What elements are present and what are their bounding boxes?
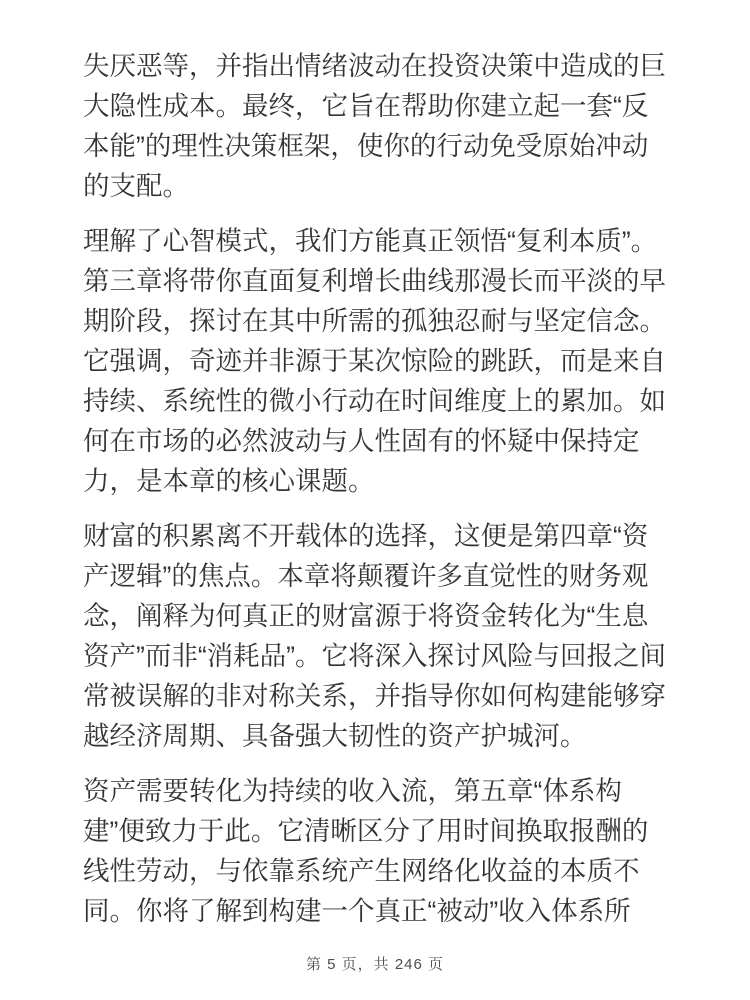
paragraph: 失厌恶等，并指出情绪波动在投资决策中造成的巨大隐性成本。最终，它旨在帮助你建立起一套“反本能”的理性决策框架，使你的行动免受原始冲动的支配。 [83,51,666,201]
paragraph: 资产需要转化为持续的收入流，第五章“体系构建”便致力于此。它清晰区分了用时间换取报酬的线性劳动，与依靠系统产生网络化收益的本质不同。你将了解到构建一个真正“被动”收入体系所 [83,776,649,926]
paragraph: 理解了心智模式，我们方能真正领悟“复利本质”。第三章将带你直面复利增长曲线那漫长而平淡的早期阶段，探讨在其中所需的孤独忍耐与坚定信念。它强调，奇迹并非源于某次惊险的跳跃，而是来自持续、系统性的微小行动在时间维度上的累加。如何在市场的必然波动与人性固有的怀疑中保持定力，是本章的核心课题。 [83,226,666,496]
page-footer [0,953,750,974]
paragraph: 财富的积累离不开载体的选择，这便是第四章“资产逻辑”的焦点。本章将颠覆许多直觉性的财务观念，阐释为何真正的财富源于将资金转化为“生息资产”而非“消耗品”。它将深入探讨风险与回报之间常被误解的非对称关系，并指导你如何构建能够穿越经济周期、具备强大韧性的资产护城河。 [83,521,666,751]
page-indicator: 第 5 页，共 246 页 [305,956,445,973]
